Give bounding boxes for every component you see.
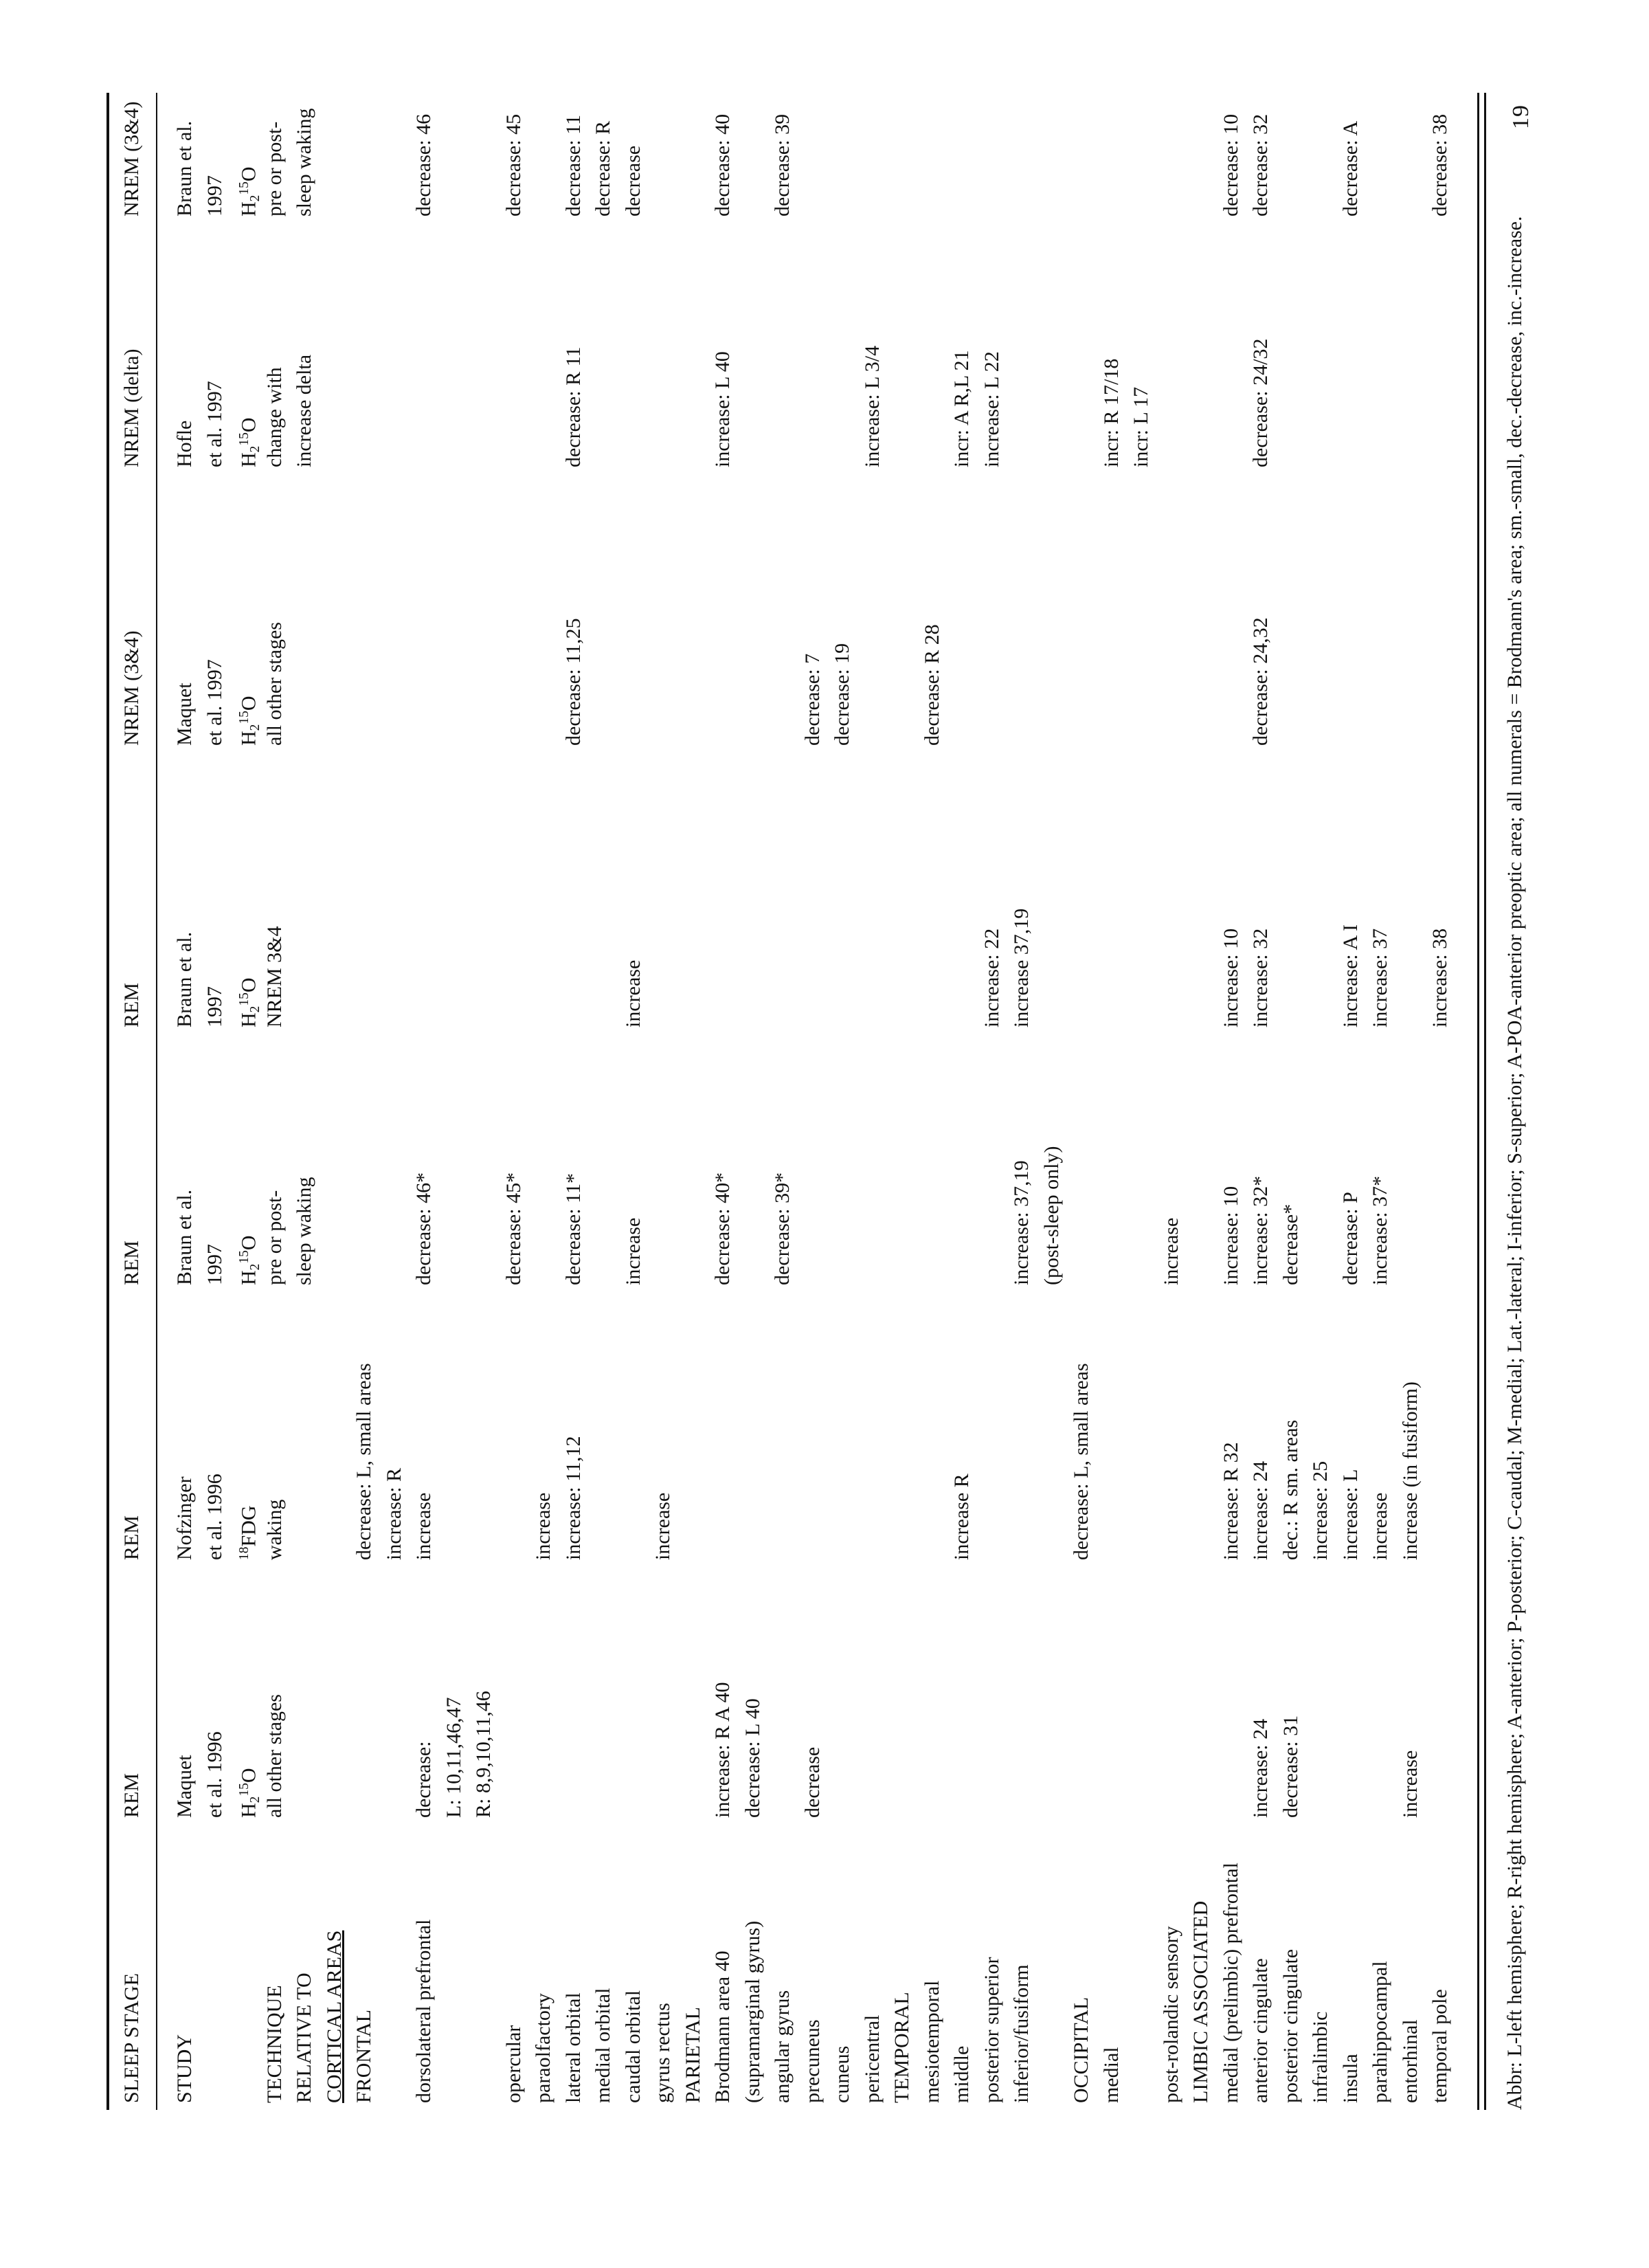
table-cell-c1: increase — [1398, 1750, 1422, 1818]
table-cell-c7: decrease — [621, 145, 644, 216]
table-cell-c4: NREM 3&4 — [262, 926, 286, 1027]
table-cell-c1: decrease: L 40 — [741, 1698, 764, 1818]
table-cell-c5: all other stages — [262, 622, 286, 746]
table-cell-c7: decrease: 39 — [771, 113, 794, 216]
table-cell-c7: decrease: 10 — [1219, 113, 1242, 216]
table-cell-c2: increase: R — [382, 1467, 405, 1560]
table-cell-c2: Nofzinger — [173, 1476, 196, 1560]
row-label: CORTICAL AREAS — [322, 1930, 346, 2103]
table-cell-c4: increase: 22 — [980, 928, 1003, 1027]
row-label: medial — [1099, 2047, 1123, 2103]
table-cell-c3: sleep waking — [293, 1177, 315, 1285]
row-label: medial orbital — [592, 1988, 614, 2103]
table-cell-c3: pre or post- — [262, 1190, 286, 1285]
table-cell-c4: increase: A I — [1338, 924, 1362, 1027]
table-cell-c1: et al. 1996 — [203, 1731, 226, 1818]
row-label: RELATIVE TO — [293, 1972, 315, 2103]
table-cell-c2: increase: R 32 — [1219, 1442, 1242, 1560]
table-cell-c6: $H_2^{15}O$ — [237, 417, 263, 467]
table-cell-c2: increase — [651, 1492, 674, 1560]
row-label: angular gyrus — [771, 1990, 794, 2103]
table-cell-c4: increase: 38 — [1428, 928, 1451, 1027]
table-cell-c2: increase (in fusiform) — [1398, 1381, 1422, 1560]
row-label: parahippocampal — [1369, 1961, 1391, 2103]
table-cell-c7: decrease: 46 — [412, 113, 435, 216]
table-cell-c2: waking — [262, 1499, 286, 1560]
row-label: infralimbic — [1309, 2011, 1332, 2103]
table-cell-c5: Maquet — [173, 682, 196, 746]
table-cell-c7: sleep waking — [293, 108, 315, 216]
table-cell-c6: change with — [262, 367, 286, 467]
table-cell-c4: increase: 10 — [1219, 928, 1242, 1027]
table-top-rule — [106, 93, 109, 2110]
table-cell-c3: $H_2^{15}O$ — [237, 1235, 263, 1285]
table-cell-c7: $H_2^{15}O$ — [237, 166, 263, 216]
table-cell-c4: $H_2^{15}O$ — [237, 977, 263, 1027]
table-cell-c7: Braun et al. — [173, 120, 196, 216]
table-cell-c7: decrease: 40 — [711, 113, 734, 216]
table-cell-c2: et al. 1996 — [203, 1474, 226, 1560]
row-label: precuneus — [800, 2019, 824, 2103]
row-label: pericentral — [860, 2014, 884, 2103]
table-cell-c6: decrease: 24/32 — [1249, 338, 1272, 467]
row-label: posterior superior — [980, 1957, 1003, 2103]
table-cell-c2: increase: 25 — [1309, 1460, 1332, 1560]
table-cell-c6: Hofle — [173, 420, 196, 467]
row-label: opercular — [502, 2025, 525, 2103]
table-cell-c6: increase: L 40 — [711, 351, 734, 467]
column-header-c3: REM — [120, 1240, 143, 1285]
row-label: temporal pole — [1428, 1989, 1451, 2103]
row-label: dorsolateral prefrontal — [412, 1919, 435, 2103]
row-label: gyrus rectus — [651, 2003, 674, 2103]
table-cell-c3: decrease: 39* — [771, 1172, 794, 1285]
table-cell-c7: pre or post- — [262, 121, 286, 216]
table-cell-c3: increase: 37* — [1369, 1175, 1391, 1285]
row-label: Brodmann area 40 — [711, 1950, 734, 2103]
table-cell-c6: decrease: R 11 — [561, 346, 585, 467]
table-cell-c1: all other stages — [262, 1694, 286, 1818]
table-cell-c7: 1997 — [203, 175, 226, 216]
row-label: LIMBIC ASSOCIATED — [1189, 1900, 1212, 2103]
table-cell-c1: decrease: 31 — [1279, 1715, 1302, 1818]
table-cell-c3: 1997 — [203, 1244, 226, 1285]
table-bottom-rule-double — [1484, 93, 1486, 2110]
table-cell-c1: increase: 24 — [1249, 1718, 1272, 1818]
table-cell-c4: increase 37,19 — [1010, 908, 1033, 1027]
row-label: entorhinal — [1398, 2019, 1422, 2103]
row-label: mesiotemporal — [920, 1980, 943, 2103]
table-cell-c5: decrease: 11,25 — [561, 618, 585, 746]
table-cell-c3: decrease: 11* — [561, 1173, 585, 1285]
row-label: caudal orbital — [621, 1990, 644, 2103]
row-label: paraolfactory — [532, 1993, 554, 2103]
row-label: medial (prelimbic) prefrontal — [1219, 1863, 1242, 2103]
table-cell-c2: $^{18}$FDG — [237, 1505, 260, 1560]
table-cell-c2: increase: 11,12 — [561, 1436, 585, 1560]
table-cell-c2: increase: L — [1338, 1469, 1362, 1560]
column-header-label: SLEEP STAGE — [120, 1973, 143, 2103]
row-label: insula — [1338, 2054, 1362, 2103]
column-header-c5: NREM (3&4) — [120, 630, 143, 746]
table-cell-c7: decrease: 11 — [561, 115, 585, 216]
table-cell-c1: increase: R A 40 — [711, 1682, 734, 1818]
table-cell-c6: incr: R 17/18 — [1099, 358, 1123, 467]
row-label: lateral orbital — [561, 1992, 585, 2103]
column-header-c2: REM — [120, 1515, 143, 1560]
row-label: posterior cingulate — [1279, 1948, 1302, 2103]
row-label: TEMPORAL — [890, 1992, 913, 2103]
column-header-c1: REM — [120, 1772, 143, 1818]
table-cell-c4: increase: 32 — [1249, 928, 1272, 1027]
row-label: OCCIPITAL — [1070, 1997, 1092, 2103]
table-cell-c1: L: 10,11,46,47 — [442, 1697, 465, 1818]
table-cell-c6: incr: A R,L 21 — [950, 350, 973, 467]
table-cell-c5: $H_2^{15}O$ — [237, 696, 263, 746]
table-cell-c1: $H_2^{15}O$ — [237, 1768, 263, 1818]
page-number: 19 — [1508, 104, 1534, 129]
table-cell-c2: dec.: R sm. areas — [1279, 1419, 1302, 1560]
table-cell-c6: increase delta — [293, 354, 315, 467]
table-cell-c7: decrease: R — [592, 120, 614, 216]
table-cell-c5: decrease: 24,32 — [1249, 617, 1272, 746]
table-cell-c3: increase: 10 — [1219, 1186, 1242, 1285]
table-cell-c3: decrease: 40* — [711, 1172, 734, 1285]
table-cell-c3: increase: 32* — [1249, 1175, 1272, 1285]
table-cell-c5: et al. 1997 — [203, 659, 226, 746]
table-cell-c4: 1997 — [203, 986, 226, 1027]
table-cell-c3: decrease* — [1279, 1203, 1302, 1285]
table-cell-c6: increase: L 22 — [980, 351, 1003, 467]
row-label: middle — [950, 2045, 973, 2103]
row-label: STUDY — [173, 2034, 196, 2103]
row-label: inferior/fusiform — [1010, 1964, 1033, 2103]
table-cell-c3: increase — [621, 1217, 644, 1285]
table-cell-c5: decrease: 19 — [831, 643, 853, 746]
row-label: PARIETAL — [681, 2007, 704, 2103]
row-label: (supramarginal gyrus) — [741, 1920, 764, 2103]
table-cell-c3: decrease: P — [1338, 1192, 1362, 1285]
header-bottom-rule — [156, 93, 157, 2110]
table-cell-c1: Maquet — [173, 1755, 196, 1818]
table-cell-c6: increase: L 3/4 — [860, 345, 884, 467]
row-label: TECHNIQUE — [262, 1985, 286, 2103]
table-bottom-rule — [1477, 93, 1479, 2110]
table-cell-c2: increase — [1369, 1492, 1391, 1560]
table-cell-c2: increase R — [950, 1474, 973, 1560]
table-cell-c2: decrease: L, small areas — [352, 1363, 375, 1560]
table-cell-c3: Braun et al. — [173, 1189, 196, 1285]
table-cell-c7: decrease: 38 — [1428, 113, 1451, 216]
table-cell-c5: decrease: 7 — [800, 653, 824, 746]
table-cell-c6: et al. 1997 — [203, 381, 226, 467]
table-cell-c4: increase — [621, 959, 644, 1027]
table-cell-c2: increase — [412, 1492, 435, 1560]
row-label: FRONTAL — [352, 2010, 375, 2103]
table-cell-c7: decrease: 32 — [1249, 113, 1272, 216]
table-cell-c1: decrease — [800, 1746, 824, 1818]
table-cell-c5: decrease: R 28 — [920, 624, 943, 746]
table-cell-c3: decrease: 45* — [502, 1172, 525, 1285]
row-label: anterior cingulate — [1249, 1958, 1272, 2103]
table-cell-c2: decrease: L, small areas — [1070, 1363, 1092, 1560]
table-cell-c2: increase: 24 — [1249, 1460, 1272, 1560]
table-cell-c4: increase: 37 — [1369, 928, 1391, 1027]
row-label: post-rolandic sensory — [1159, 1926, 1182, 2103]
table-cell-c3: decrease: 46* — [412, 1172, 435, 1285]
table-cell-c7: decrease: A — [1338, 120, 1362, 216]
table-cell-c1: R: 8,9,10,11,46 — [472, 1691, 495, 1818]
table-cell-c1: decrease: — [412, 1741, 435, 1818]
column-header-c4: REM — [120, 982, 143, 1027]
table-cell-c3: increase: 37,19 — [1010, 1160, 1033, 1285]
column-header-c7: NREM (3&4) — [120, 101, 143, 216]
table-cell-c6: incr: L 17 — [1130, 386, 1152, 467]
row-label: cuneus — [831, 2045, 853, 2103]
table-cell-c2: increase — [532, 1492, 554, 1560]
table-cell-c3: (post-sleep only) — [1040, 1146, 1063, 1285]
abbreviations-footnote: Abbr: L-left hemisphere; R-right hemisphere; A-anterior; P-posterior; C-caudal; M-medial; Lat.-lateral; I-inferior; S-superior; A-POA-anterior preoptic area; all numerals = Brodmann's area; sm.-small, dec.-decrease, inc.-increase. — [1503, 216, 1526, 2110]
table-cell-c4: Braun et al. — [173, 931, 196, 1027]
table-cell-c7: decrease: 45 — [502, 113, 525, 216]
column-header-c6: NREM (delta) — [120, 348, 143, 467]
table-cell-c3: increase — [1159, 1217, 1182, 1285]
